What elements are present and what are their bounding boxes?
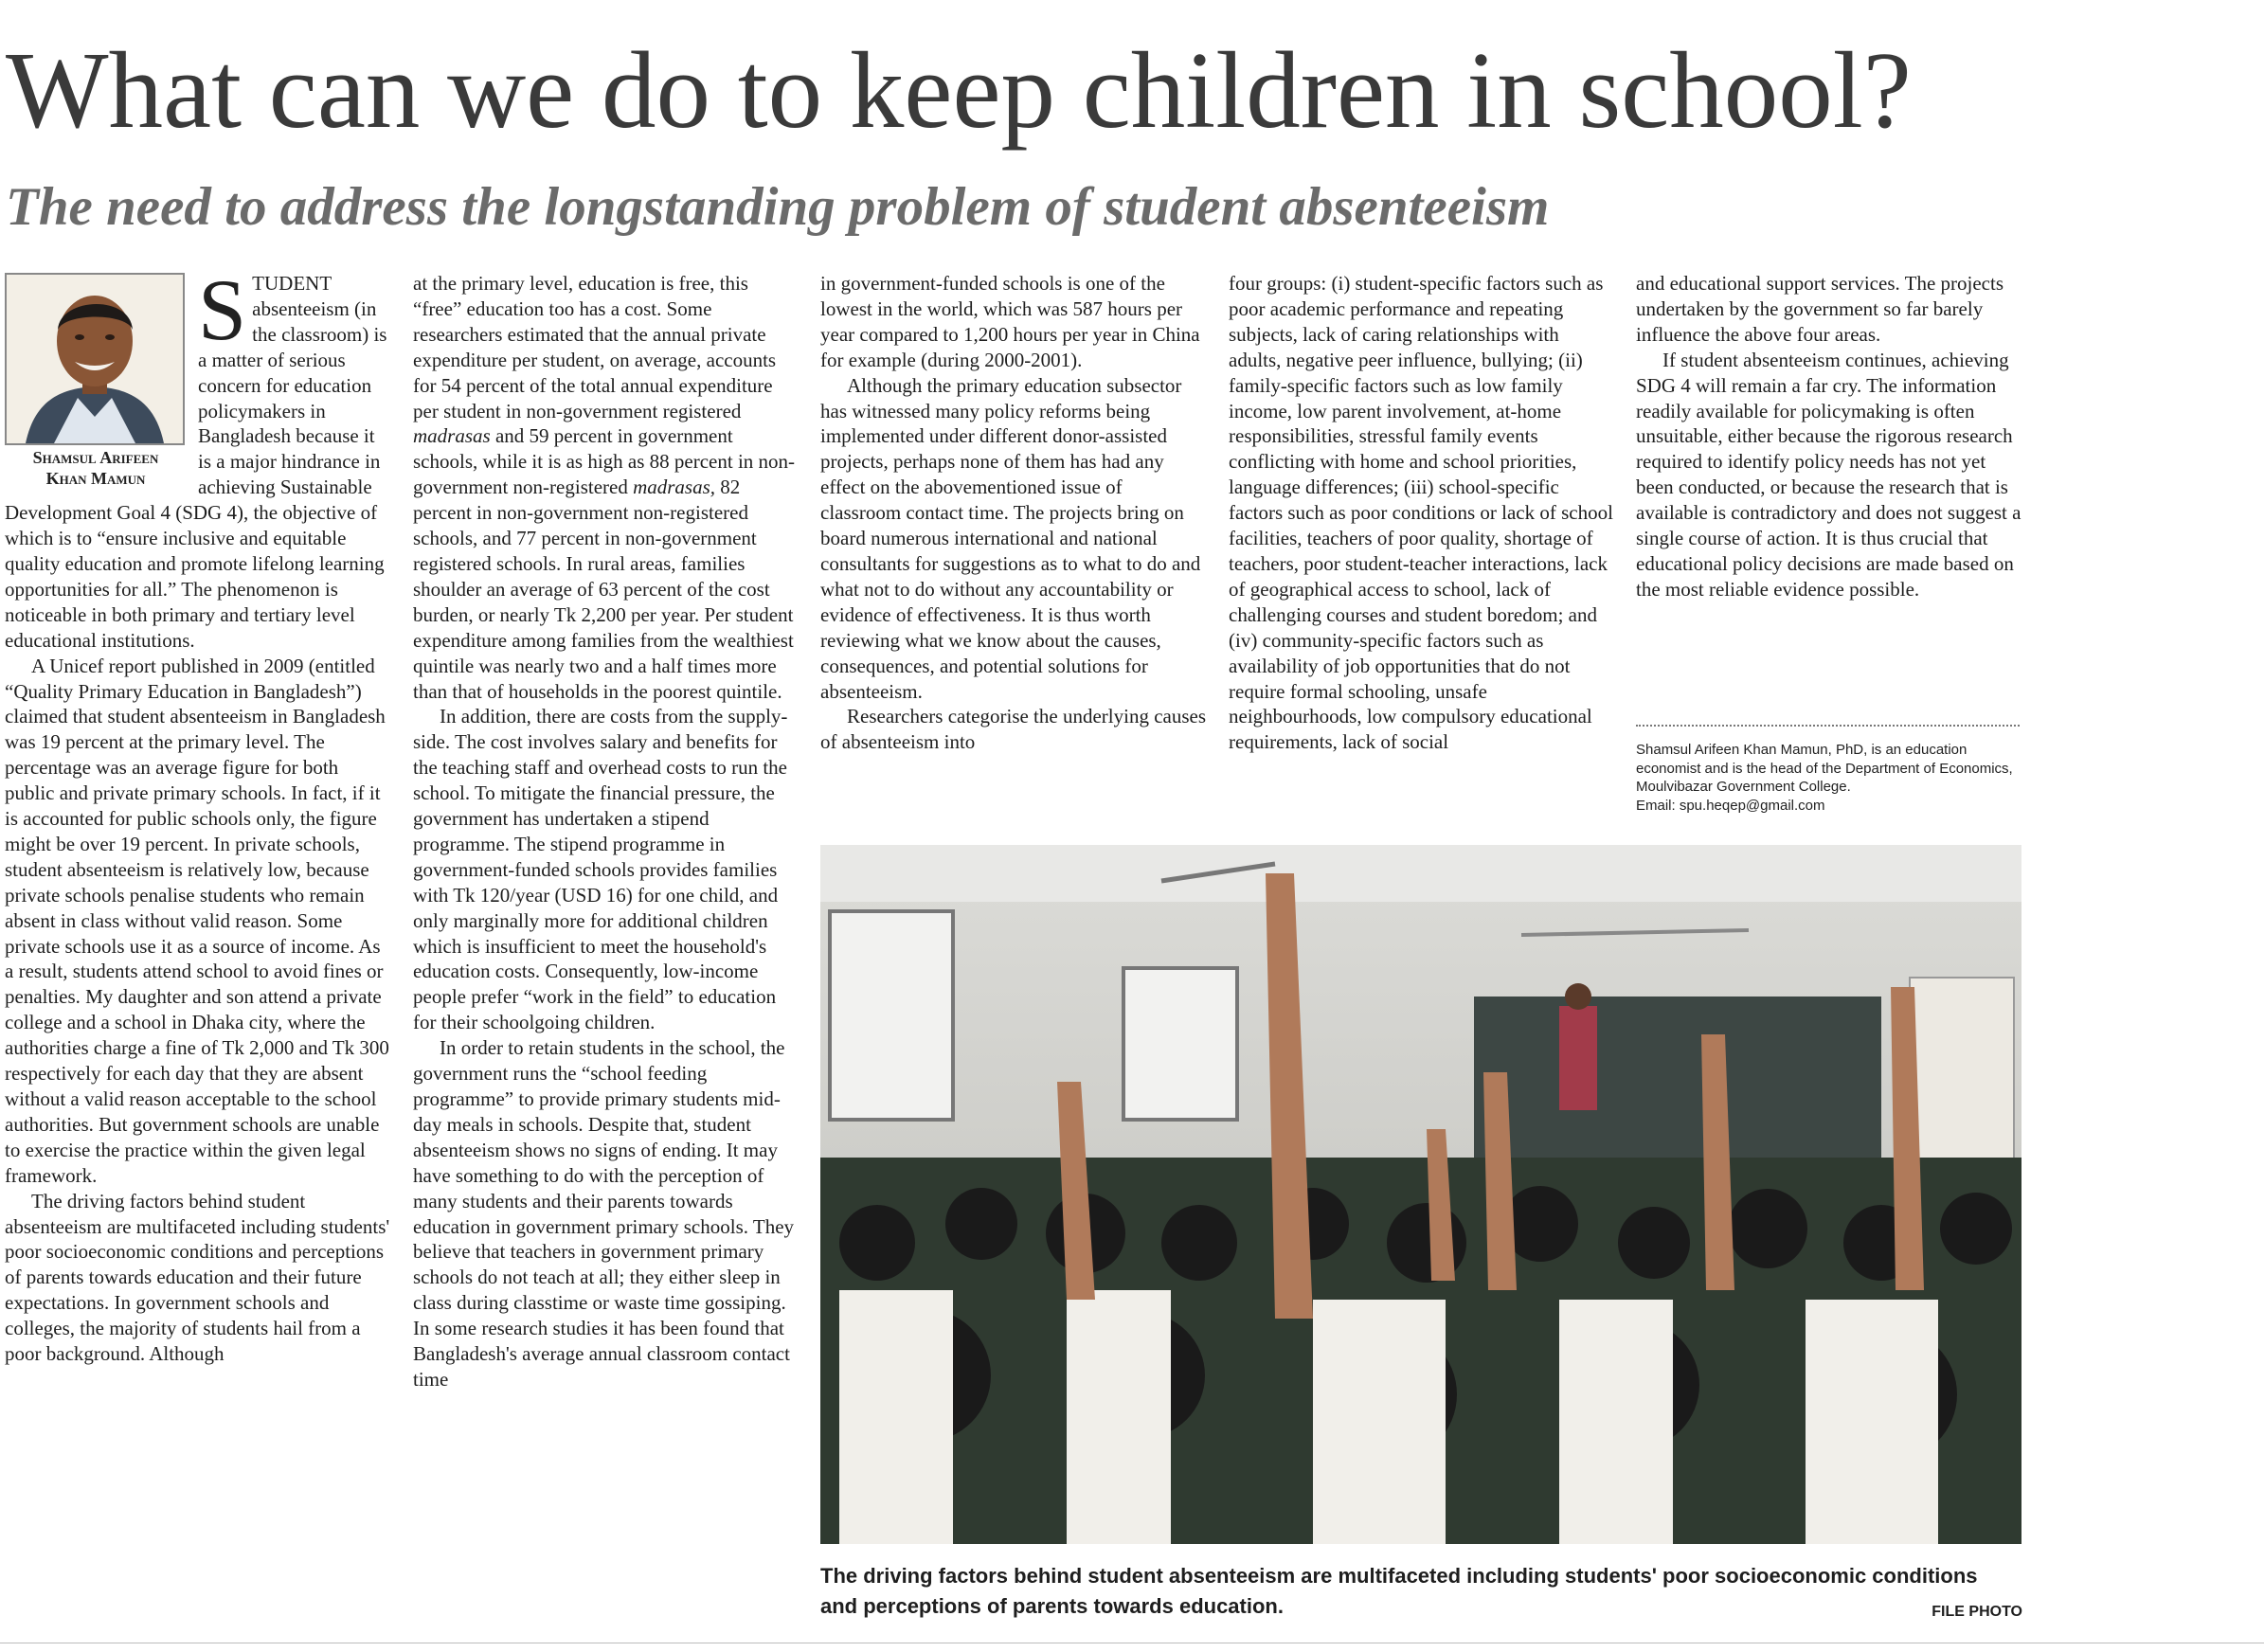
classroom-photo — [820, 845, 2021, 1544]
paragraph: and educational support services. The projects undertaken by the government so far barely influence the above four areas. — [1636, 272, 2003, 346]
dotted-divider — [1636, 725, 2020, 727]
paragraph: in government-funded schools is one of the lowest in the world, which was 587 hours per year compared to 1,200 hours per year in China for example (during 2000-2001). — [820, 272, 1200, 371]
paragraph: STUDENT absenteeism (in the classroom) is a matter of serious concern for education policymakers in Bangladesh because it is a major hindrance in achieving Sustainable Development Goal 4 (SDG 4), the objective of which is to “ensure inclusive and equitable quality education and promote lifelong learning opportunities for all.” The phenomenon is noticeable in both primary and tertiary level educational institutions. — [5, 271, 387, 652]
author-email: Email: spu.heqep@gmail.com — [1636, 797, 1825, 814]
headline: What can we do to keep children in school? — [6, 30, 1912, 151]
author-bio: Shamsul Arifeen Khan Mamun, PhD, is an education economist and is the head of the Department of Economics, Moulvibazar Government College. Email: spu.heqep@gmail.com — [1636, 741, 2015, 815]
drop-cap: S — [198, 271, 247, 358]
photo-credit: FILE PHOTO — [1932, 1604, 2022, 1620]
column-2 — [413, 271, 800, 1620]
subheadline: The need to address the longstanding problem of student absenteeism — [6, 177, 1550, 237]
author-portrait — [5, 273, 185, 445]
paragraph: If student absenteeism continues, achieving SDG 4 will remain a far cry. The information readily available for policymaking is often unsuitable, either because the rigorous research required to identify policy needs has not yet been conducted, or because the research that is available is contradictory and does not suggest a single course of action. It is thus crucial that educational policy decisions are made based on the most reliable evidence possible. — [1636, 348, 2021, 601]
author-name: Shamsul Arifeen Khan Mamun — [32, 448, 159, 488]
paragraph: A Unicef report published in 2009 (entitled “Quality Primary Education in Bangladesh”) claimed that student absenteeism in Bangladesh was 19 percent at the primary level. The percentage was an average figure for both public and private primary schools. In fact, if it is accounted for public schools only, the figure might be over 19 percent. In private schools, student absenteeism is relatively low, because private schools penalise students who remain absent in class without valid reason. Some private schools use it as a source of income. As a result, students attend school to avoid fines or penalties. My daughter and son attend a private college and a school in Dhaka city, where the authorities charge a fine of Tk 2,000 and Tk 300 respectively for each day that they are absent without a valid reason acceptable to the school authorities. But government schools are unable to exercise the practice within the given legal framework. — [5, 654, 389, 1187]
paragraph: In addition, there are costs from the supply-side. The cost involves salary and benefits for the teaching staff and overhead costs to run the school. To mitigate the financial pressure, the government has undertaken a stipend programme. The stipend programme in government-funded schools provides families with Tk 120/year (USD 16) for one child, and only marginally more for additional children which is insufficient to meet the household's education costs. Consequently, low-income people prefer “work in the field” to education for their schoolgoing children. — [413, 705, 788, 1034]
paragraph: four groups: (i) student-specific factors such as poor academic performance and repeating subjects, lack of caring relationships with adults, negative peer influence, bullying; (ii) family-specific factors such as low family income, low parent involvement, at-home responsibilities, stressful family events conflicting with home and school priorities, language differences; (iii) school-specific factors such as poor conditions or lack of school facilities, teachers of poor quality, shortage of teachers, poor student-teacher interactions, lack of geographical access to school, lack of challenging courses and student boredom; and (iv) community-specific factors such as availability of job opportunities that do not require formal schooling, unsafe neighbourhoods, low compulsory educational requirements, lack of social — [1229, 272, 1613, 754]
author-byline — [5, 273, 187, 489]
column-3 — [820, 271, 1207, 830]
column-5 — [1636, 271, 2022, 726]
paragraph: Although the primary education subsector has witnessed many policy reforms being implemented under different donor-assisted projects, perhaps none of them has had any effect on the abovementioned issue of classroom contact time. The projects bring on board numerous international and national consultants for suggestions as to what to do and what not to do without any accountability or evidence of effectiveness. It is thus worth reviewing what we know about the causes, consequences, and potential solutions for absenteeism. — [820, 373, 1201, 703]
paragraph: at the primary level, education is free, this “free” education too has a cost. Some researchers estimated that the annual private expenditure per student, on average, accounts for 54 percent of the total annual expenditure per student in non-government registered madrasas and 59 percent in government schools, while it is as high as 88 percent in non-government non-registered madrasas, 82 percent in non-government non-registered schools, and 77 percent in non-government registered schools. In rural areas, families shoulder an average of 63 percent of the cost burden, or nearly Tk 2,200 per year. Per student expenditure among families from the wealthiest quintile was nearly two and a half times more than that of households in the poorest quintile. — [413, 272, 796, 703]
paragraph: The driving factors behind student absenteeism are multifaceted including students' poor socioeconomic conditions and perceptions of parents towards education and their future expectations. In government schools and colleges, the majority of students hail from a poor background. Although — [5, 1189, 390, 1366]
paragraph: Researchers categorise the underlying causes of absenteeism into — [820, 705, 1207, 754]
column-4 — [1229, 271, 1615, 830]
paragraph: In order to retain students in the school, the government runs the “school feeding programme” to provide primary students mid-day meals in schools. Despite that, student absenteeism shows no signs of ending. It may have something to do with the perception of many students and their parents towards education in government primary schools. They believe that teachers in government primary schools do not teach at all; they either sleep in class during classtime or waste time gossiping. In some research studies it has been found that Bangladesh's average annual classroom contact time — [413, 1036, 795, 1391]
column-1 — [5, 271, 391, 1620]
photo-caption: The driving factors behind student absenteeism are multifaceted including students' poor socioeconomic conditions and perceptions of parents towards education. — [820, 1564, 1978, 1618]
